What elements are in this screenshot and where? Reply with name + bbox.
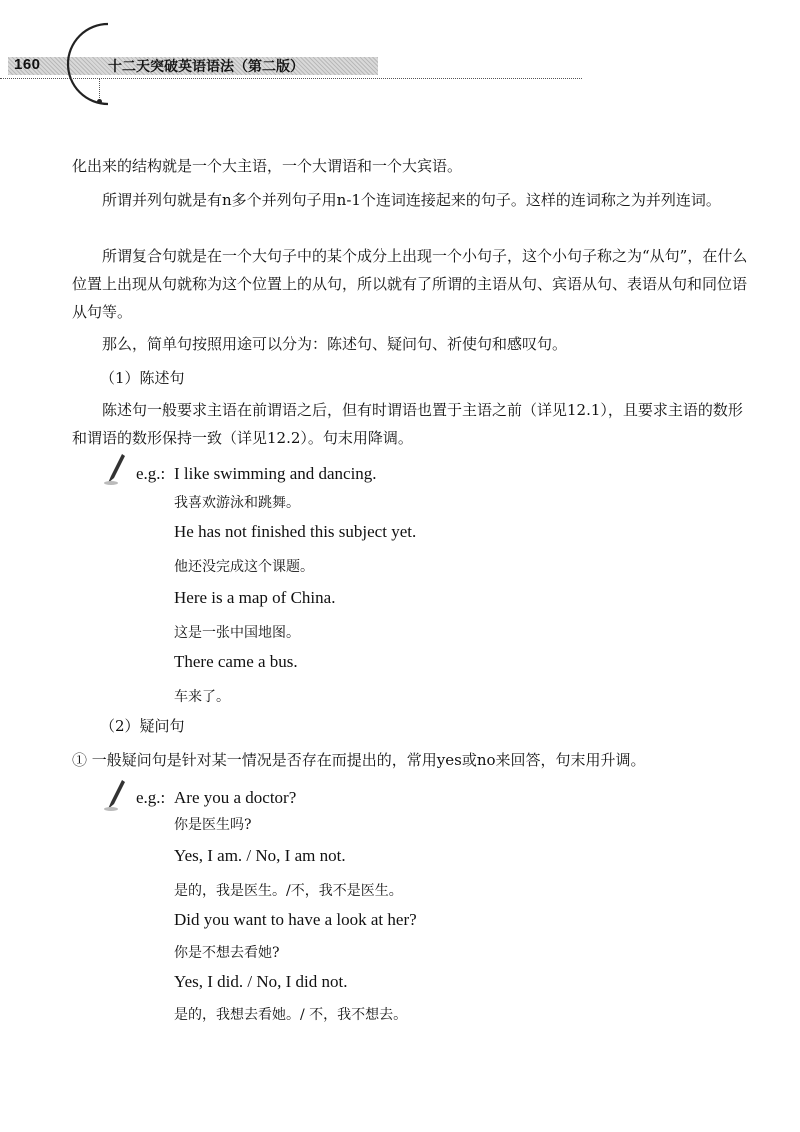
example-english: Did you want to have a look at her?	[174, 910, 417, 929]
example-english: Are you a doctor?	[174, 788, 297, 807]
example-english: Yes, I am. / No, I am not.	[174, 846, 346, 865]
page-header	[0, 0, 800, 110]
example-english: There came a bus.	[174, 652, 298, 671]
example-english: He has not finished this subject yet.	[174, 522, 417, 541]
paragraph-6: ① 一般疑问句是针对某一情况是否存在而提出的，常用yes或no来回答，句末用升调。	[72, 751, 646, 769]
paragraph-3: 所谓复合句就是在一个大句子中的某个成分上出现一个小句子，这个小句子称之为“从句”，在什么位置上出现从句就称为这个位置上的从句，所以就有了所谓的主语从句、宾语从句、表语从句和同位语从句等。	[72, 247, 748, 321]
example-label: e.g.:	[136, 464, 166, 483]
pen-icon	[102, 778, 128, 812]
pen-icon	[102, 452, 128, 486]
paragraph-1: 化出来的结构就是一个大主语，一个大谓语和一个大宾语。	[72, 157, 463, 175]
paragraph-2: 所谓并列句就是有n多个并列句子用n-1个连词连接起来的句子。这样的连词称之为并列连词。	[102, 191, 721, 209]
example-chinese: 你是医生吗?	[174, 817, 252, 833]
example-chinese: 我喜欢游泳和跳舞。	[174, 495, 300, 511]
example-chinese: 这是一张中国地图。	[174, 625, 300, 641]
example-chinese: 他还没完成这个课题。	[174, 559, 314, 575]
example-label: e.g.:	[136, 788, 166, 807]
example-english: Here is a map of China.	[174, 588, 336, 607]
example-chinese: 车来了。	[174, 689, 230, 705]
heading-interrogative: （2）疑问句	[100, 717, 185, 735]
header-vertical-dots	[99, 78, 100, 100]
heading-declarative: （1）陈述句	[100, 369, 185, 387]
example-chinese: 是的，我想去看她。/ 不，我不想去。	[174, 1007, 408, 1023]
example-english: I like swimming and dancing.	[174, 464, 377, 483]
paragraph-5: 陈述句一般要求主语在前谓语之后，但有时谓语也置于主语之前（详见12.1），且要求主语的数形和谓语的数形保持一致（详见12.2）。句末用降调。	[72, 401, 743, 447]
example-chinese: 你是不想去看她?	[174, 945, 280, 961]
book-title: 十二天突破英语语法（第二版）	[108, 59, 304, 75]
paragraph-4: 那么，简单句按照用途可以分为：陈述句、疑问句、祈使句和感叹句。	[102, 335, 568, 353]
example-english: Yes, I did. / No, I did not.	[174, 972, 348, 991]
example-chinese: 是的，我是医生。/不，我不是医生。	[174, 883, 403, 899]
header-dotted-rule	[0, 78, 582, 79]
page-number: 160	[14, 56, 41, 73]
header-dot	[97, 99, 102, 104]
